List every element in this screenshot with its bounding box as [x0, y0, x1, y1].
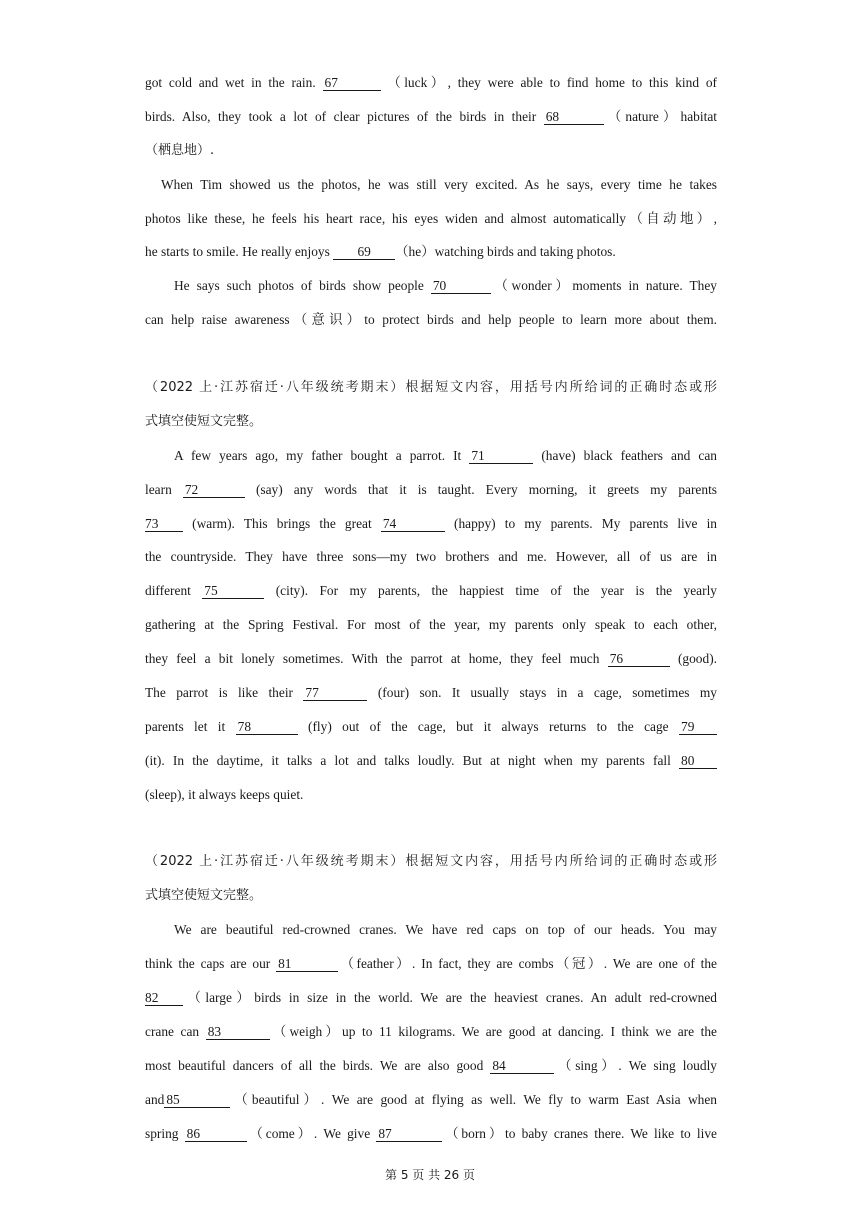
text-line: 73 (warm). This brings the great 74 (happy) to my parents. My parents live in: [145, 515, 717, 531]
text-line: can help raise awareness（意识）to protect birds and help people to learn more about them.: [145, 312, 717, 328]
blank-71: 71: [469, 449, 533, 464]
text-line: learn 72 (say) any words that it is taught. Every morning, it greets my parents: [145, 481, 718, 497]
section-heading: （2022 上·江苏宿迁·八年级统考期末）根据短文内容，用括号内所给词的正确时态或形: [145, 380, 717, 396]
text-line: gathering at the Spring Festival. For most of the year, my parents only speak to each other,: [145, 617, 717, 633]
text-line: He says such photos of birds show people 70 （wonder）moments in nature. They: [174, 278, 717, 294]
document-body: [145, 66, 717, 1151]
blank-83: 83: [206, 1025, 270, 1040]
blank-76: 76: [608, 652, 670, 667]
text-line: most beautiful dancers of all the birds. We are also good 84 （sing）. We sing loudly: [145, 1057, 717, 1073]
text-line: parents let it 78 (fly) out of the cage, but it always returns to the cage 79: [145, 710, 717, 744]
text-line: they feel a bit lonely sometimes. With the parrot at home, they feel much 76 (good).: [145, 651, 717, 667]
blank-86: 86: [185, 1127, 247, 1142]
blank-72: 72: [183, 483, 245, 498]
text-line: We are beautiful red-crowned cranes. We have red caps on top of our heads. You may: [174, 922, 717, 938]
blank-78: 78: [236, 720, 298, 735]
section-heading: 式填空使短文完整。: [145, 413, 263, 429]
text-line: photos like these, he feels his heart race, his eyes widen and almost automatically（自动地）,: [145, 210, 717, 226]
section-heading: （2022 上·江苏宿迁·八年级统考期末）根据短文内容，用括号内所给词的正确时态或形: [145, 854, 717, 870]
blank-81: 81: [276, 957, 338, 972]
blank-84: 84: [490, 1059, 554, 1074]
blank-79: 79: [679, 720, 717, 735]
text-line: 82 （large）birds in size in the world. We are the heaviest cranes. An adult red-crowned: [145, 990, 717, 1006]
blank-70: 70: [431, 279, 491, 294]
blank-75: 75: [202, 584, 264, 599]
text-line: think the caps are our 81 （feather）. In fact, they are combs（冠）. We are one of the: [145, 956, 717, 972]
text-line: （栖息地）.: [145, 142, 215, 158]
text-line: (sleep), it always keeps quiet.: [145, 786, 304, 802]
blank-77: 77: [303, 686, 367, 701]
text-line: (it). In the daytime, it talks a lot and talks loudly. But at night when my parents fall 80: [145, 744, 717, 778]
blank-73: 73: [145, 517, 183, 532]
blank-69: 69: [333, 245, 395, 260]
text-line: got cold and wet in the rain. 67 （luck）, they were able to find home to this kind of: [145, 75, 717, 90]
blank-68: 68: [544, 110, 604, 125]
text-line: crane can 83 （weigh）up to 11 kilograms. We are good at dancing. I think we are the: [145, 1023, 717, 1039]
text-line: A few years ago, my father bought a parrot. It 71 (have) black feathers and can: [174, 447, 717, 463]
blank-85: 85: [164, 1093, 230, 1108]
text-line: different 75 (city). For my parents, the happiest time of the year is the yearly: [145, 583, 717, 599]
text-line: he starts to smile. He really enjoys 69 （he）watching birds and taking photos.: [145, 244, 616, 260]
text-line: The parrot is like their 77 (four) son. It usually stays in a cage, sometimes my: [145, 685, 717, 701]
text-line: and 85 （beautiful）. We are good at flying as well. We fly to warm East Asia when: [145, 1091, 717, 1107]
page-footer: 第 5 页 共 26 页: [385, 1168, 475, 1182]
blank-87: 87: [376, 1127, 442, 1142]
text-line: the countryside. They have three sons—my two brothers and me. However, all of us are in: [145, 549, 717, 565]
text-line: When Tim showed us the photos, he was still very excited. As he says, every time he takes: [161, 176, 717, 192]
text-line: spring 86 （come）. We give 87 （born）to baby cranes there. We like to live: [145, 1125, 718, 1141]
blank-74: 74: [381, 517, 445, 532]
blank-82: 82: [145, 991, 183, 1006]
text-line: birds. Also, they took a lot of clear pictures of the birds in their 68 （nature）habitat: [145, 108, 717, 124]
blank-80: 80: [679, 754, 717, 769]
blank-67: 67: [323, 76, 381, 91]
section-heading: 式填空使短文完整。: [145, 888, 263, 904]
